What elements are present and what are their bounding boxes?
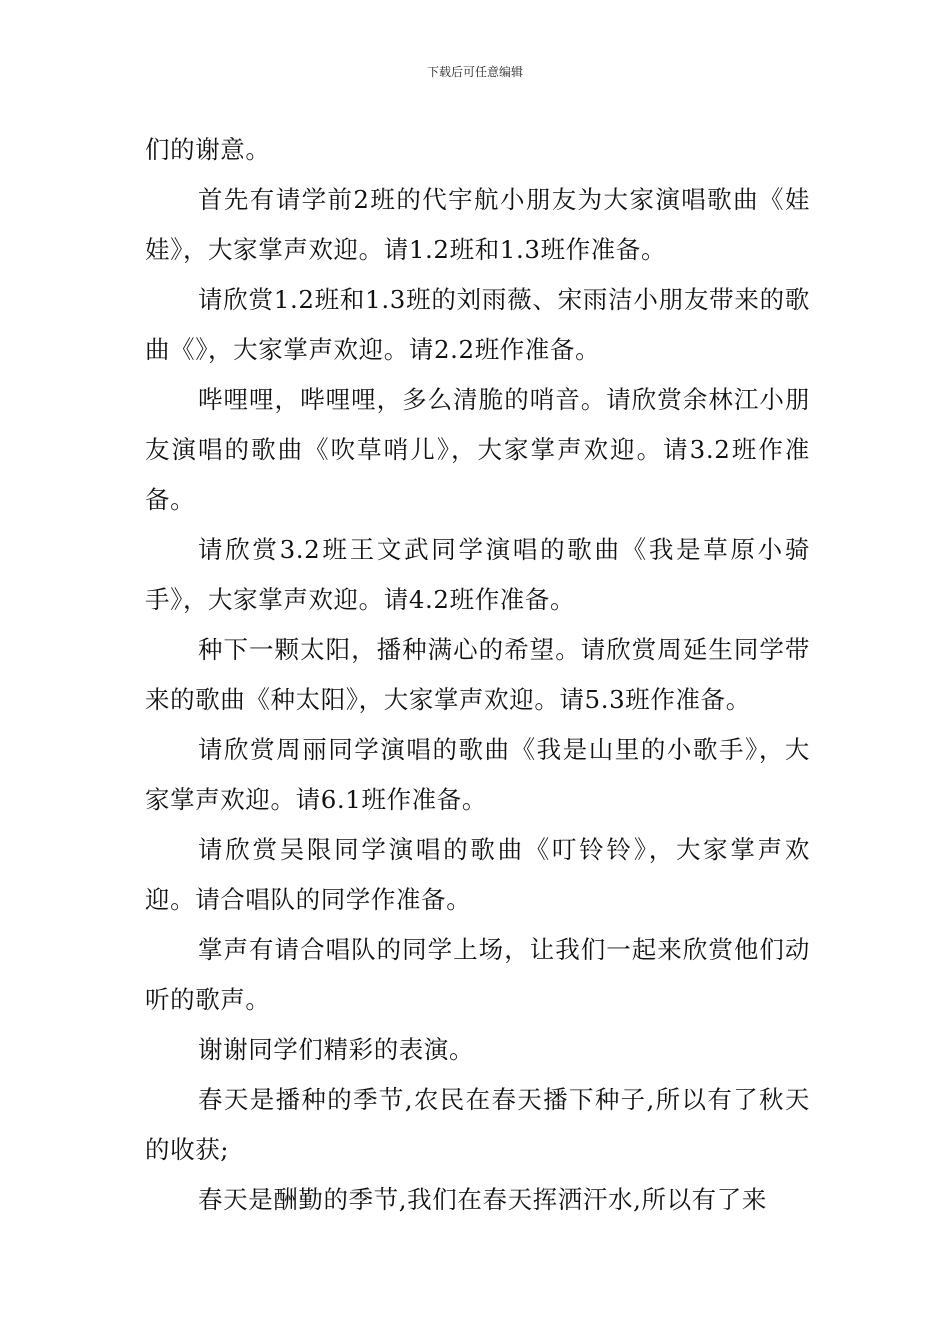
paragraph-2: 首先有请学前2班的代宇航小朋友为大家演唱歌曲《娃娃》，大家掌声欢迎。请1.2班和1.3班作准备。 [145, 185, 810, 264]
paragraph-5: 请欣赏3.2班王文武同学演唱的歌曲《我是草原小骑手》，大家掌声欢迎。请4.2班作准备。 [145, 535, 810, 614]
page-header: 下载后可任意编辑 [426, 65, 523, 79]
paragraph-12: 春天是酬勤的季节,我们在春天挥洒汗水,所以有了来 [198, 1185, 767, 1214]
paragraph-9: 掌声有请合唱队的同学上场，让我们一起来欣赏他们动听的歌声。 [145, 935, 810, 1014]
paragraph-4: 哔哩哩，哔哩哩，多么清脆的哨音。请欣赏余林江小朋友演唱的歌曲《吹草哨儿》，大家掌声欢迎。请3.2班作准备。 [145, 385, 810, 514]
paragraph-10: 谢谢同学们精彩的表演。 [198, 1035, 475, 1064]
paragraph-6: 种下一颗太阳，播种满心的希望。请欣赏周延生同学带来的歌曲《种太阳》，大家掌声欢迎。请5.3班作准备。 [145, 635, 810, 714]
paragraph-3: 请欣赏1.2班和1.3班的刘雨薇、宋雨洁小朋友带来的歌曲《》，大家掌声欢迎。请2.2班作准备。 [145, 285, 810, 364]
paragraph-8: 请欣赏吴限同学演唱的歌曲《叮铃铃》，大家掌声欢迎。请合唱队的同学作准备。 [145, 835, 810, 914]
document-body [145, 125, 810, 1225]
paragraph-11: 春天是播种的季节,农民在春天播下种子,所以有了秋天的收获; [145, 1085, 810, 1164]
paragraph-7: 请欣赏周丽同学演唱的歌曲《我是山里的小歌手》，大家掌声欢迎。请6.1班作准备。 [145, 735, 810, 814]
paragraph-1: 们的谢意。 [145, 135, 271, 164]
